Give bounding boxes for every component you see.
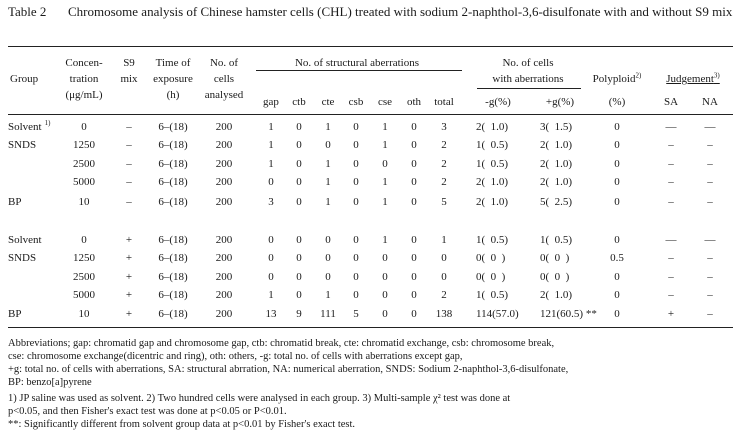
header-time-1: Time of: [155, 57, 191, 69]
cell-csb: 0: [353, 289, 359, 301]
cell-total: 138: [435, 308, 453, 320]
cell-gap: 0: [268, 252, 274, 264]
footnote-line: +g: total no. of cells with aberrations, SA: structural abrration, NA: numerical aberration, SNDS: Sodium 2-naphthol-3,6-disulfonate,: [8, 364, 569, 375]
header-cells-1: No. of: [209, 57, 239, 69]
header-group: Group: [10, 73, 39, 85]
cell-cte: 0: [325, 139, 331, 151]
cell-mg: 2( 1.0): [476, 196, 509, 208]
cell-conc: 5000: [73, 289, 95, 301]
cell-ctb: 0: [296, 252, 302, 264]
cell-sa: +: [667, 308, 675, 320]
cell-gap: 1: [268, 121, 274, 133]
cell-conc: 2500: [73, 271, 95, 283]
cell-mg: 0( 0 ): [476, 252, 506, 264]
cell-s9: –: [126, 176, 132, 188]
header-s9-2: mix: [120, 73, 138, 85]
cell-mg: 114(57.0): [476, 308, 519, 320]
header-csb: csb: [348, 96, 364, 108]
cell-gap: 1: [268, 139, 274, 151]
footnote-line: p<0.05, and then Fisher's exact test was done at p<0.05 or P<0.01.: [8, 406, 287, 417]
cell-s9: +: [125, 234, 133, 246]
cell-sa: —: [665, 234, 677, 246]
cell-sa: –: [668, 252, 674, 264]
cell-pg: 2( 1.0): [540, 158, 573, 170]
cell-ctb: 0: [296, 121, 302, 133]
cell-na: –: [707, 176, 713, 188]
cell-csb: 0: [353, 234, 359, 246]
cell-s9: –: [126, 196, 132, 208]
header-minus-g: -g(%): [485, 96, 511, 108]
cell-csb: 0: [353, 121, 359, 133]
header-cells-2: cells: [213, 73, 235, 85]
cell-total: 2: [441, 176, 447, 188]
header-plus-g: +g(%): [545, 96, 575, 108]
cell-time: 6–(18): [158, 176, 188, 188]
cell-conc: 5000: [73, 176, 95, 188]
cell-cse: 0: [382, 271, 388, 283]
cell-mg: 1( 0.5): [476, 158, 509, 170]
cell-total: 0: [441, 271, 447, 283]
cell-poly: 0: [614, 121, 620, 133]
cell-conc: 1250: [73, 139, 95, 151]
cell-oth: 0: [411, 121, 417, 133]
header-structural: No. of structural aberrations: [294, 57, 420, 69]
cell-total: 2: [441, 289, 447, 301]
cell-group: SNDS: [8, 139, 37, 151]
cell-cells: 200: [215, 234, 233, 246]
cell-pg: 0( 0 ): [540, 271, 570, 283]
cell-total: 5: [441, 196, 447, 208]
cell-cse: 1: [382, 196, 388, 208]
header-oth: oth: [406, 96, 422, 108]
cell-cells: 200: [215, 308, 233, 320]
cell-sa: —: [665, 121, 677, 133]
header-ctb: ctb: [292, 96, 306, 108]
cell-na: –: [707, 289, 713, 301]
cell-cells: 200: [215, 289, 233, 301]
header-withab-2: with aberrations: [492, 73, 564, 85]
cell-time: 6–(18): [158, 252, 188, 264]
cell-ctb: 0: [296, 139, 302, 151]
cell-sa: –: [668, 139, 674, 151]
cell-s9: +: [125, 271, 133, 283]
header-conc-3: (μg/mL): [65, 89, 103, 101]
cell-group: [8, 176, 11, 189]
table-label: Table 2: [8, 4, 47, 19]
cell-na: –: [707, 196, 713, 208]
cell-s9: +: [125, 308, 133, 320]
cell-sa: –: [668, 176, 674, 188]
cell-oth: 0: [411, 234, 417, 246]
header-na: NA: [702, 96, 718, 108]
table-caption: Chromosome analysis of Chinese hamster cells (CHL) treated with sodium 2-naphthol-3,6-disulfonate with and without S9 mix: [68, 4, 733, 19]
cell-mg: 2( 1.0): [476, 121, 509, 133]
header-cte: cte: [321, 96, 335, 108]
cell-ctb: 0: [296, 271, 302, 283]
cell-poly: 0.5: [610, 252, 624, 264]
bottom-rule: [8, 327, 733, 328]
cell-ctb: 9: [296, 308, 302, 320]
cell-time: 6–(18): [158, 271, 188, 283]
cell-ctb: 0: [296, 158, 302, 170]
cell-cse: 1: [382, 139, 388, 151]
cell-sa: –: [668, 271, 674, 283]
cell-na: –: [707, 158, 713, 170]
header-conc-2: tration: [69, 73, 99, 85]
cell-time: 6–(18): [158, 196, 188, 208]
cell-gap: 0: [268, 271, 274, 283]
cell-ctb: 0: [296, 176, 302, 188]
cell-oth: 0: [411, 196, 417, 208]
cell-cte: 0: [325, 234, 331, 246]
cell-group: BP: [8, 308, 22, 320]
cell-s9: –: [126, 158, 132, 170]
cell-poly: 0: [614, 139, 620, 151]
cell-csb: 0: [353, 196, 359, 208]
cell-poly: 0: [614, 271, 620, 283]
cell-cells: 200: [215, 252, 233, 264]
cell-conc: 1250: [73, 252, 95, 264]
footnote-line: BP: benzo[a]pyrene: [8, 377, 92, 388]
cell-csb: 0: [353, 271, 359, 283]
cell-conc: 0: [81, 234, 87, 246]
cell-gap: 3: [268, 196, 274, 208]
cell-sa: –: [668, 196, 674, 208]
cell-mg: 1( 0.5): [476, 289, 509, 301]
cell-poly: 0: [614, 308, 620, 320]
structural-subrule: [256, 70, 462, 71]
cell-total: 1: [441, 234, 447, 246]
cell-total: 2: [441, 158, 447, 170]
cell-cte: 111: [320, 308, 336, 320]
cell-poly: 0: [614, 176, 620, 188]
cell-cells: 200: [215, 271, 233, 283]
cell-cte: 1: [325, 196, 331, 208]
cell-gap: 13: [265, 308, 277, 320]
cell-na: –: [707, 308, 713, 320]
cell-cells: 200: [215, 121, 233, 133]
cell-s9: –: [126, 139, 132, 151]
footnote-line: **: Significantly different from solvent group data at p<0.01 by Fisher's exact test.: [8, 419, 356, 430]
cell-gap: 0: [268, 234, 274, 246]
cell-mg: 1( 0.5): [476, 234, 509, 246]
header-withab-1: No. of cells: [502, 57, 554, 69]
cell-time: 6–(18): [158, 158, 188, 170]
cell-cte: 0: [325, 271, 331, 283]
cell-pg: 2( 1.0): [540, 289, 573, 301]
cell-poly: 0: [614, 158, 620, 170]
cell-conc: 10: [78, 196, 90, 208]
cell-total: 2: [441, 139, 447, 151]
cell-group: Solvent: [8, 234, 42, 246]
cell-csb: 0: [353, 176, 359, 188]
cell-pg: 1( 0.5): [540, 234, 573, 246]
cell-mg: 2( 1.0): [476, 176, 509, 188]
cell-csb: 0: [353, 158, 359, 170]
cell-poly: 0: [614, 196, 620, 208]
cell-cse: 0: [382, 252, 388, 264]
cell-poly: 0: [614, 289, 620, 301]
cell-s9: +: [125, 289, 133, 301]
cell-group: [8, 158, 11, 171]
cell-conc: 2500: [73, 158, 95, 170]
cell-na: –: [707, 271, 713, 283]
withab-subrule: [477, 88, 581, 89]
cell-conc: 10: [78, 308, 90, 320]
cell-oth: 0: [411, 158, 417, 170]
cell-mg: 1( 0.5): [476, 139, 509, 151]
footnote-line: 1) JP saline was used as solvent. 2) Two hundred cells were analysed in each group. 3) Multi-sample χ² test was done at: [8, 393, 511, 404]
cell-s9: +: [125, 252, 133, 264]
cell-time: 6–(18): [158, 139, 188, 151]
cell-na: –: [707, 139, 713, 151]
header-time-2: exposure: [153, 73, 193, 85]
cell-csb: 0: [353, 139, 359, 151]
cell-time: 6–(18): [158, 289, 188, 301]
cell-cse: 1: [382, 121, 388, 133]
header-polyploid: Polyploid$^{2)}$: [592, 71, 642, 85]
cell-cse: 1: [382, 176, 388, 188]
cell-time: 6–(18): [158, 234, 188, 246]
top-rule: [8, 46, 733, 47]
cell-total: 0: [441, 252, 447, 264]
cell-cte: 1: [325, 158, 331, 170]
cell-oth: 0: [411, 252, 417, 264]
cell-oth: 0: [411, 139, 417, 151]
cell-cells: 200: [215, 158, 233, 170]
footnote-line: Abbreviations; gap: chromatid gap and chromosome gap, ctb: chromatid break, cte: chromatid exchange, csb: chromosome break,: [8, 338, 555, 349]
header-time-3: (h): [166, 89, 180, 101]
footnote-line: cse: chromosome exchange(dicentric and ring), oth: others, -g: total no. of cells with aberrations except gap,: [8, 351, 463, 362]
header-s9-1: S9: [123, 57, 135, 69]
cell-cse: 0: [382, 308, 388, 320]
header-total: total: [434, 96, 454, 108]
cell-na: –: [707, 252, 713, 264]
cell-mg: 0( 0 ): [476, 271, 506, 283]
cell-gap: 0: [268, 176, 274, 188]
cell-cse: 1: [382, 234, 388, 246]
header-judgement: Judgement$^{3)}$: [666, 71, 720, 85]
cell-cells: 200: [215, 196, 233, 208]
cell-oth: 0: [411, 308, 417, 320]
cell-cells: 200: [215, 176, 233, 188]
cell-cte: 1: [325, 289, 331, 301]
cell-cse: 0: [382, 158, 388, 170]
cell-s9: –: [126, 121, 132, 133]
cell-time: 6–(18): [158, 308, 188, 320]
cell-group: SNDS: [8, 252, 37, 264]
cell-time: 6–(18): [158, 121, 188, 133]
cell-na: —: [704, 234, 716, 246]
cell-group: BP: [8, 196, 22, 208]
cell-poly: 0: [614, 234, 620, 246]
cell-pg: 2( 1.0): [540, 176, 573, 188]
cell-pg: 0( 0 ): [540, 252, 570, 264]
cell-oth: 0: [411, 289, 417, 301]
cell-csb: 0: [353, 252, 359, 264]
cell-cte: 1: [325, 121, 331, 133]
cell-group: Solvent $^{1)}$: [8, 119, 51, 133]
cell-pg: 5( 2.5): [540, 196, 573, 208]
header-sa: SA: [663, 96, 679, 108]
cell-ctb: 0: [296, 289, 302, 301]
cell-oth: 0: [411, 271, 417, 283]
cell-pg: 2( 1.0): [540, 139, 573, 151]
header-cells-3: analysed: [204, 89, 244, 101]
cell-pg: 3( 1.5): [540, 121, 573, 133]
header-polyploid-unit: (%): [608, 96, 626, 108]
cell-csb: 5: [353, 308, 359, 320]
cell-oth: 0: [411, 176, 417, 188]
cell-cte: 0: [325, 252, 331, 264]
cell-cte: 1: [325, 176, 331, 188]
cell-na: —: [704, 121, 716, 133]
cell-ctb: 0: [296, 234, 302, 246]
cell-ctb: 0: [296, 196, 302, 208]
cell-conc: 0: [81, 121, 87, 133]
cell-pg: 121(60.5) **: [540, 308, 597, 320]
cell-gap: 1: [268, 158, 274, 170]
header-cse: cse: [377, 96, 393, 108]
cell-group: [8, 289, 11, 302]
cell-total: 3: [441, 121, 447, 133]
header-gap: gap: [263, 96, 279, 108]
cell-cse: 0: [382, 289, 388, 301]
header-rule: [8, 114, 733, 115]
cell-sa: –: [668, 158, 674, 170]
header-conc-1: Concen-: [65, 57, 103, 69]
cell-cells: 200: [215, 139, 233, 151]
cell-gap: 1: [268, 289, 274, 301]
cell-group: [8, 271, 11, 284]
cell-sa: –: [668, 289, 674, 301]
